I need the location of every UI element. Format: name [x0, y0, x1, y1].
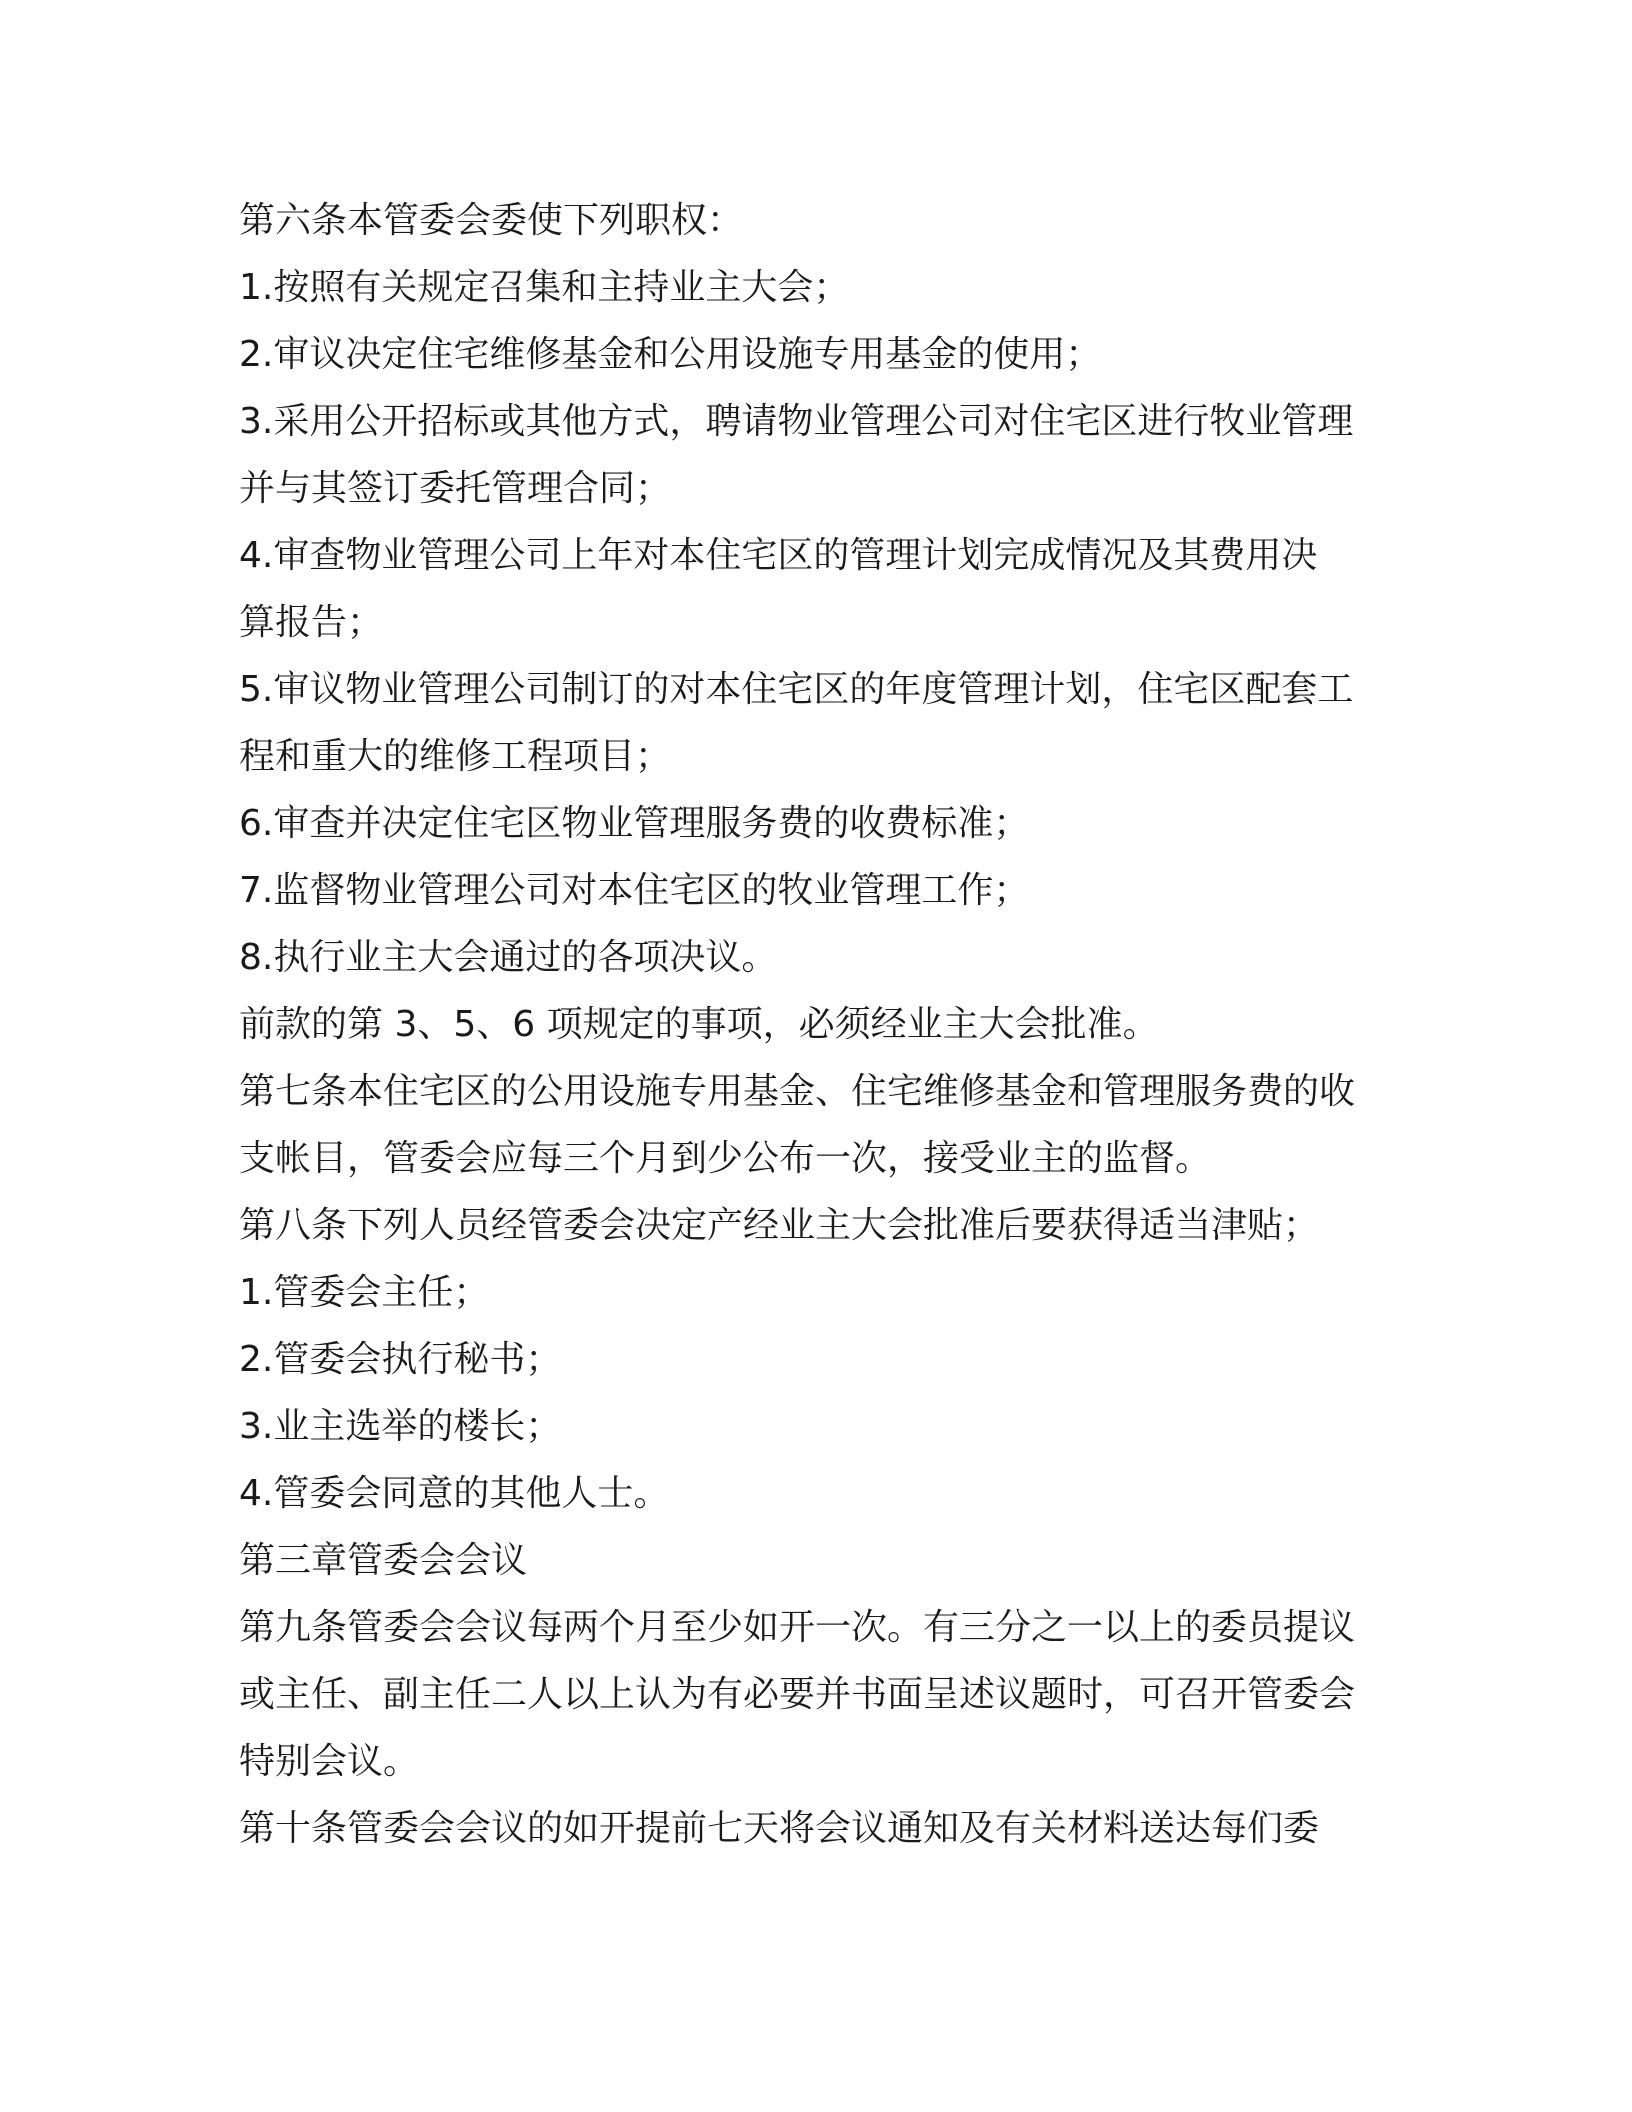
article-6-item-8: 8.执行业主大会通过的各项决议。: [239, 937, 778, 978]
article-6-item-5-line-1: 5.审议物业管理公司制订的对本住宅区的年度管理计划，住宅区配套工: [239, 669, 1354, 710]
article-6-item-4-line-2: 算报告；: [239, 602, 384, 643]
article-6-item-6: 6.审查并决定住宅区物业管理服务费的收费标准；: [239, 803, 1030, 844]
article-6-item-2: 2.审议决定住宅维修基金和公用设施专用基金的使用；: [239, 334, 1102, 375]
article-8-heading: 第八条下列人员经管委会决定产经业主大会批准后要获得适当津贴；: [239, 1205, 1320, 1246]
article-8-item-1: 1.管委会主任；: [239, 1272, 490, 1313]
article-8-item-2: 2.管委会执行秘书；: [239, 1339, 562, 1380]
article-10-line-1: 第十条管委会会议的如开提前七天将会议通知及有关材料送达每们委: [239, 1808, 1320, 1849]
article-8-item-4: 4.管委会同意的其他人士。: [239, 1473, 670, 1514]
article-9-line-2: 或主任、副主任二人以上认为有必要并书面呈述议题时，可召开管委会: [239, 1674, 1356, 1715]
article-6-item-3-line-1: 3.采用公开招标或其他方式，聘请物业管理公司对住宅区进行牧业管理: [239, 401, 1354, 442]
article-6-item-7: 7.监督物业管理公司对本住宅区的牧业管理工作；: [239, 870, 1030, 911]
article-6-item-1: 1.按照有关规定召集和主持业主大会；: [239, 267, 850, 308]
article-6-item-5-line-2: 程和重大的维修工程项目；: [239, 736, 672, 777]
article-9-line-3: 特别会议。: [239, 1741, 420, 1782]
article-7-line-2: 支帐目，管委会应每三个月到少公布一次，接受业主的监督。: [239, 1138, 1212, 1179]
article-6-heading: 第六条本管委会委使下列职权：: [239, 200, 744, 241]
article-6-item-3-line-2: 并与其签订委托管理合同；: [239, 468, 672, 509]
chapter-3-heading: 第三章管委会会议: [239, 1540, 528, 1581]
article-9-line-1: 第九条管委会会议每两个月至少如开一次。有三分之一以上的委员提议: [239, 1607, 1356, 1648]
document-body: [239, 187, 1389, 1862]
article-6-item-4-line-1: 4.审查物业管理公司上年对本住宅区的管理计划完成情况及其费用决: [239, 535, 1318, 576]
article-6-note: 前款的第 3、5、6 项规定的事项，必须经业主大会批准。: [239, 1004, 1159, 1045]
article-8-item-3: 3.业主选举的楼长；: [239, 1406, 562, 1447]
article-7-line-1: 第七条本住宅区的公用设施专用基金、住宅维修基金和管理服务费的收: [239, 1071, 1356, 1112]
